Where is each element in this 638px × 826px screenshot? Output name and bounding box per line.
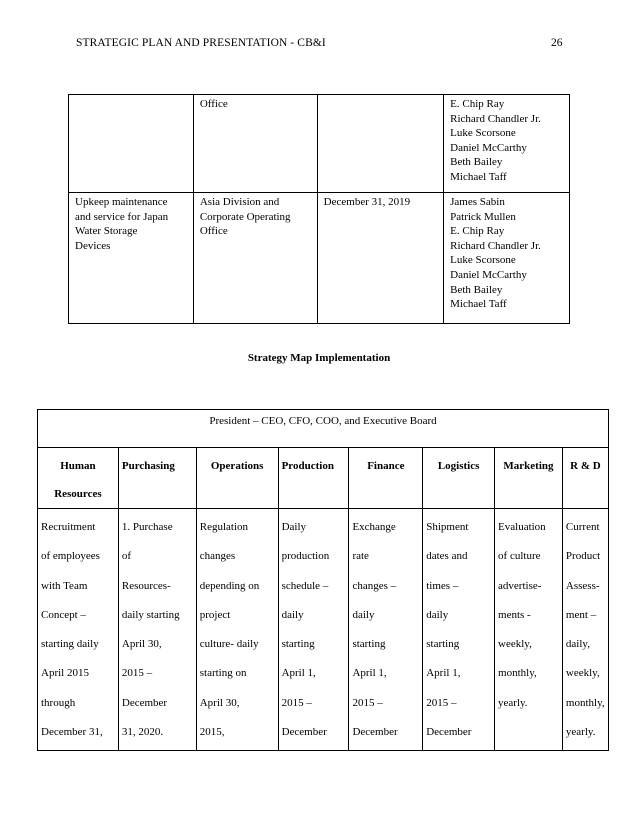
cell-text: 2015 – <box>352 696 383 709</box>
cell-text: December 31, <box>41 726 103 739</box>
cell-text: 2015 – <box>426 696 457 709</box>
cell-text: of culture <box>498 550 541 563</box>
cell-text: culture- daily <box>199 638 259 651</box>
cell-text: starting <box>281 638 315 651</box>
team-member: Luke Scorsone <box>450 127 516 140</box>
column-header: R & D <box>562 448 608 509</box>
team-member: E. Chip Ray <box>450 98 505 110</box>
table-cell <box>69 193 194 324</box>
team-member: Richard Chandler Jr. <box>450 239 541 252</box>
table-cell <box>562 509 608 751</box>
team-member: Luke Scorsone <box>450 254 516 267</box>
cell-text: April 30, <box>199 696 240 709</box>
cell-text: yearly. <box>498 696 528 709</box>
team-member: James Sabin <box>450 196 505 208</box>
table-cell <box>317 193 443 324</box>
team-member: Beth Bailey <box>450 283 503 296</box>
column-header: Operations <box>196 448 278 509</box>
cell-text: monthly, <box>565 696 605 709</box>
strategy-map-table <box>37 409 609 751</box>
cell-text: Shipment <box>426 521 469 533</box>
cell-text: Daily <box>281 521 307 533</box>
cell-text: Regulation <box>199 521 249 533</box>
cell-text: starting daily <box>41 638 99 651</box>
table-cell <box>69 95 194 193</box>
column-header <box>38 448 119 509</box>
section-title: Strategy Map Implementation <box>247 352 391 364</box>
team-member: Michael Taff <box>450 298 507 311</box>
header-text: Resources <box>54 488 102 500</box>
column-header: Production <box>278 448 349 509</box>
column-header: Purchasing <box>118 448 196 509</box>
table-cell <box>444 193 570 324</box>
cell-text: Asia Division and <box>199 196 280 208</box>
table-cell <box>193 95 317 193</box>
team-member: Richard Chandler Jr. <box>450 112 541 125</box>
table-row <box>38 509 609 751</box>
cell-text: changes – <box>352 579 397 592</box>
cell-text: Product <box>565 550 601 563</box>
cell-text: 31, 2020. <box>121 726 164 739</box>
cell-text: Upkeep maintenance <box>75 196 168 208</box>
cell-text: December <box>352 726 398 739</box>
column-header: Marketing <box>495 448 563 509</box>
cell-text: depending on <box>199 579 260 592</box>
cell-text: April 1, <box>426 667 461 680</box>
cell-text: production <box>281 550 330 563</box>
cell-text: of employees <box>41 550 100 563</box>
cell-text: weekly, <box>565 667 600 680</box>
table-cell <box>118 509 196 751</box>
cell-text: rate <box>352 550 369 563</box>
cell-text: through <box>41 696 76 709</box>
cell-text: April 1, <box>352 667 387 680</box>
cell-text: December <box>121 696 168 709</box>
table-cell <box>278 509 349 751</box>
header-text: Human <box>60 460 96 472</box>
table-cell <box>423 509 495 751</box>
cell-text: Office <box>199 98 228 110</box>
cell-text: schedule – <box>281 579 329 592</box>
cell-text: Assess- <box>565 579 600 592</box>
running-header: STRATEGIC PLAN AND PRESENTATION - CB&I <box>76 37 326 49</box>
team-member: Patrick Mullen <box>450 210 516 223</box>
cell-text: starting <box>426 638 460 651</box>
table-cell <box>193 193 317 324</box>
table-row <box>69 193 570 324</box>
cell-text: 2015, <box>199 726 225 739</box>
team-member: Beth Bailey <box>450 156 503 169</box>
cell-text: Current <box>565 521 600 533</box>
cell-text: December <box>281 726 327 739</box>
table-cell <box>349 509 423 751</box>
column-header: Finance <box>349 448 423 509</box>
cell-text: 2015 – <box>281 696 312 709</box>
cell-text: advertise- <box>498 579 542 592</box>
column-header: Logistics <box>423 448 495 509</box>
team-member: E. Chip Ray <box>450 225 505 238</box>
cell-text: April 1, <box>281 667 316 680</box>
cell-text: 1. Purchase <box>121 521 173 533</box>
table-cell <box>38 509 119 751</box>
cell-text: daily <box>281 608 304 621</box>
team-member: Daniel McCarthy <box>450 141 527 154</box>
cell-text: Concept – <box>41 608 86 621</box>
cell-text: Devices <box>75 239 111 252</box>
deadline-date: December 31, 2019 <box>323 196 411 208</box>
cell-text: daily starting <box>121 608 180 621</box>
table-row <box>69 95 570 193</box>
cell-text: Recruitment <box>41 521 96 533</box>
cell-text: yearly. <box>565 726 596 739</box>
cell-text: daily <box>352 608 375 621</box>
cell-text: daily, <box>565 638 590 651</box>
cell-text: April 2015 <box>41 667 89 680</box>
cell-text: Evaluation <box>498 521 546 533</box>
table-cell <box>196 509 278 751</box>
team-member: Daniel McCarthy <box>450 268 527 281</box>
cell-text: ments - <box>498 608 531 621</box>
cell-text: and service for Japan <box>75 210 169 223</box>
table-header-row <box>38 448 609 509</box>
cell-text: April 30, <box>121 638 162 651</box>
cell-text: December <box>426 726 472 739</box>
cell-text: Corporate Operating <box>199 210 291 223</box>
cell-text: starting <box>352 638 386 651</box>
cell-text: Resources- <box>121 579 171 592</box>
cell-text: with Team <box>41 579 88 592</box>
cell-text: Water Storage <box>75 225 138 238</box>
cell-text: daily <box>426 608 449 621</box>
page-number: 26 <box>551 37 563 49</box>
cell-text: Office <box>199 225 228 238</box>
team-member: Michael Taff <box>450 170 507 183</box>
cell-text: starting on <box>199 667 247 680</box>
table-cell <box>317 95 443 193</box>
table-cell <box>444 95 570 193</box>
cell-text: times – <box>426 579 459 592</box>
executive-board-header: President – CEO, CFO, COO, and Executive Board <box>38 410 609 448</box>
cell-text: dates and <box>426 550 468 563</box>
responsibility-table <box>68 94 570 324</box>
cell-text: ment – <box>565 608 597 621</box>
cell-text: monthly, <box>498 667 537 680</box>
cell-text: changes <box>199 550 236 563</box>
table-cell <box>495 509 563 751</box>
cell-text: Exchange <box>352 521 396 533</box>
cell-text: project <box>199 608 231 621</box>
cell-text: 2015 – <box>121 667 153 680</box>
table-row <box>38 410 609 448</box>
cell-text: weekly, <box>498 638 532 651</box>
cell-text: of <box>121 550 132 563</box>
